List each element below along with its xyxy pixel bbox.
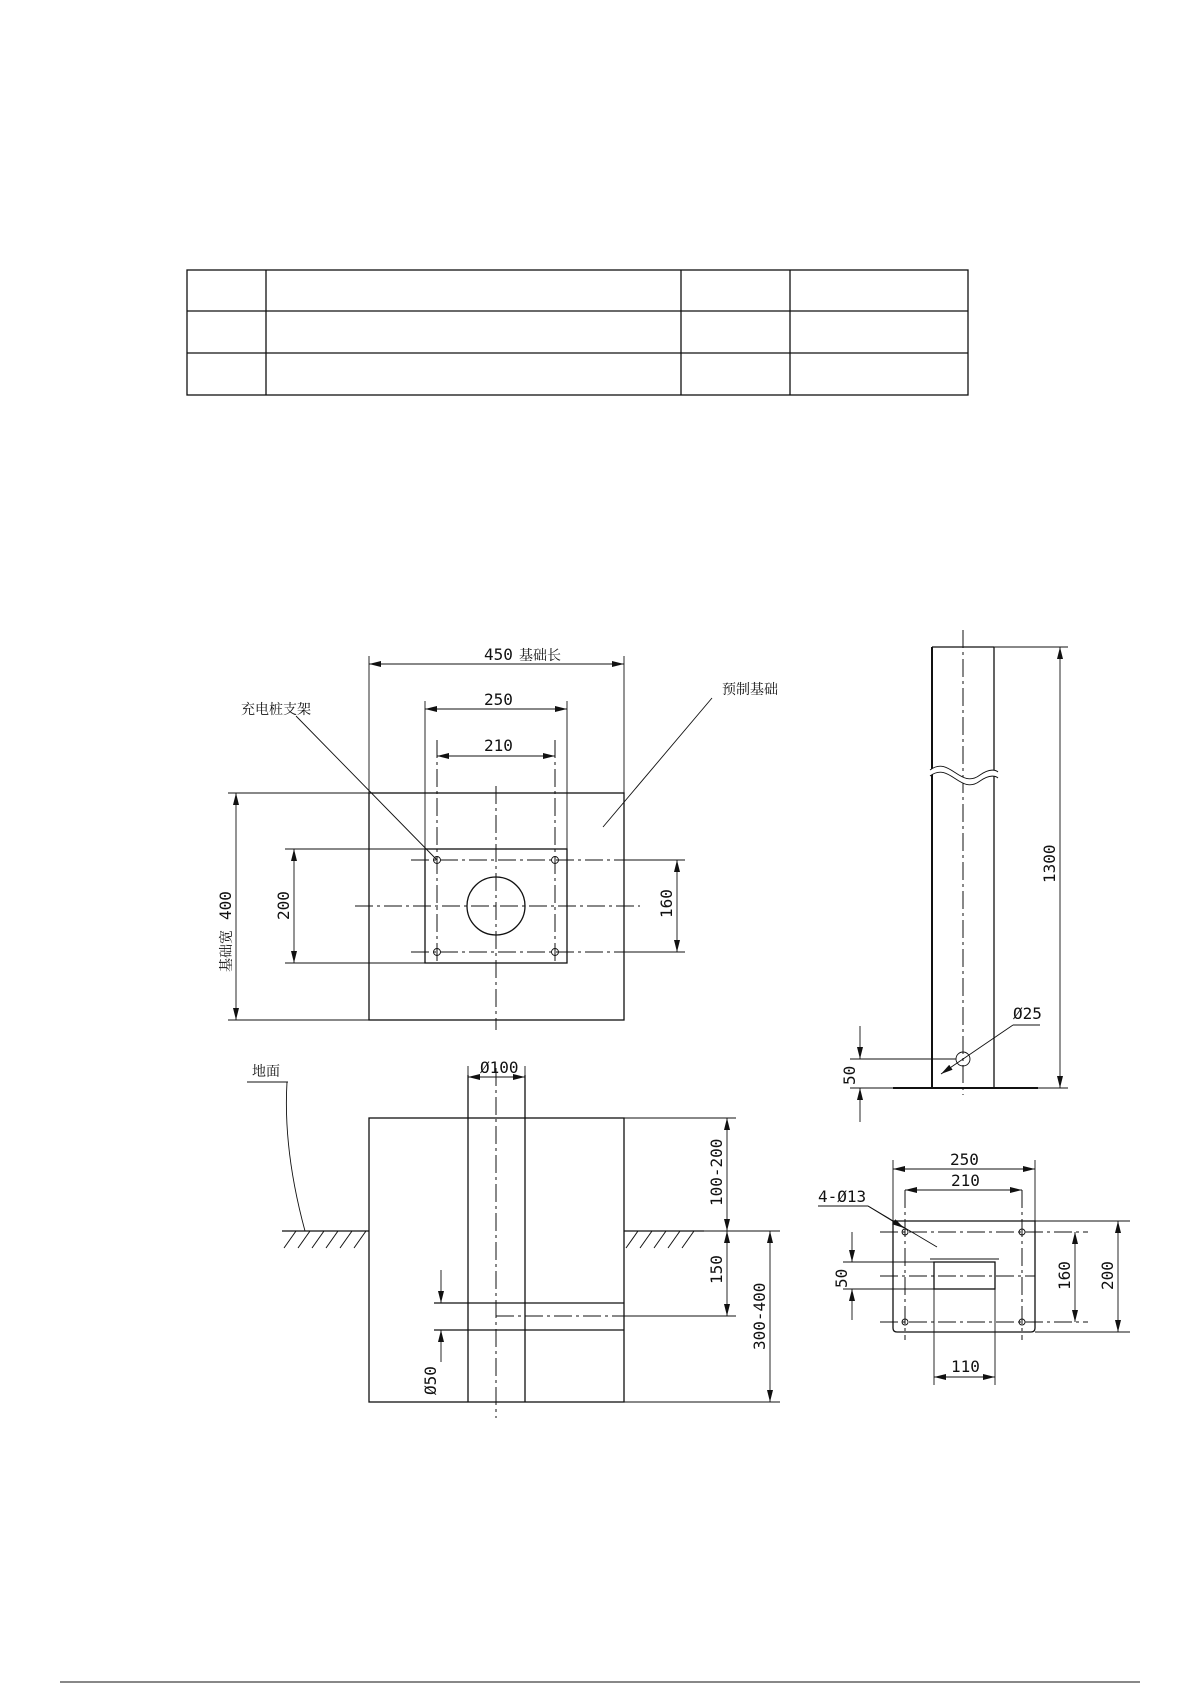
leader-precast: [603, 698, 712, 827]
dim-plate-210: 210: [951, 1171, 980, 1190]
dim-450: 450: [484, 645, 513, 664]
label-base-length: 基础长: [519, 648, 561, 664]
leader-ground: [286, 1082, 305, 1231]
header-table: [187, 270, 968, 395]
plan-centerlines: [355, 740, 640, 1030]
plan-view: [216, 645, 778, 1030]
label-base-width: 基础宽: [219, 930, 235, 972]
dim-plate-50: 50: [832, 1268, 851, 1288]
label-precast: 预制基础: [722, 682, 778, 698]
dim-100-200: 100-200: [707, 1138, 726, 1206]
dim-1300: 1300: [1040, 844, 1059, 883]
leader-bracket: [296, 716, 437, 860]
section-view: [247, 1058, 780, 1418]
dim-o50: Ø50: [421, 1366, 440, 1395]
ground-hatch: [284, 1231, 694, 1248]
label-bracket: 充电桩支架: [241, 702, 311, 718]
dim-plate-250: 250: [950, 1150, 979, 1169]
dim-400: 400: [216, 891, 235, 920]
label-ground: 地面: [252, 1064, 280, 1080]
plate-view: [818, 1150, 1130, 1385]
pole-view: [840, 630, 1068, 1122]
dim-holes: 4-Ø13: [818, 1187, 867, 1206]
table-border: [187, 270, 968, 395]
dim-pole-50: 50: [840, 1065, 859, 1085]
dim-o100: Ø100: [480, 1058, 519, 1077]
dim-160: 160: [657, 889, 676, 918]
dim-plate-200: 200: [1098, 1261, 1117, 1290]
dim-200: 200: [274, 891, 293, 920]
dim-210: 210: [484, 736, 513, 755]
dim-250: 250: [484, 690, 513, 709]
plate-bolt-holes: [902, 1229, 1025, 1325]
dim-plate-110: 110: [951, 1357, 980, 1376]
dim-o25: Ø25: [1013, 1004, 1042, 1023]
dim-300-400: 300-400: [750, 1282, 769, 1350]
dim-150: 150: [707, 1255, 726, 1284]
dim-plate-160: 160: [1055, 1261, 1074, 1290]
